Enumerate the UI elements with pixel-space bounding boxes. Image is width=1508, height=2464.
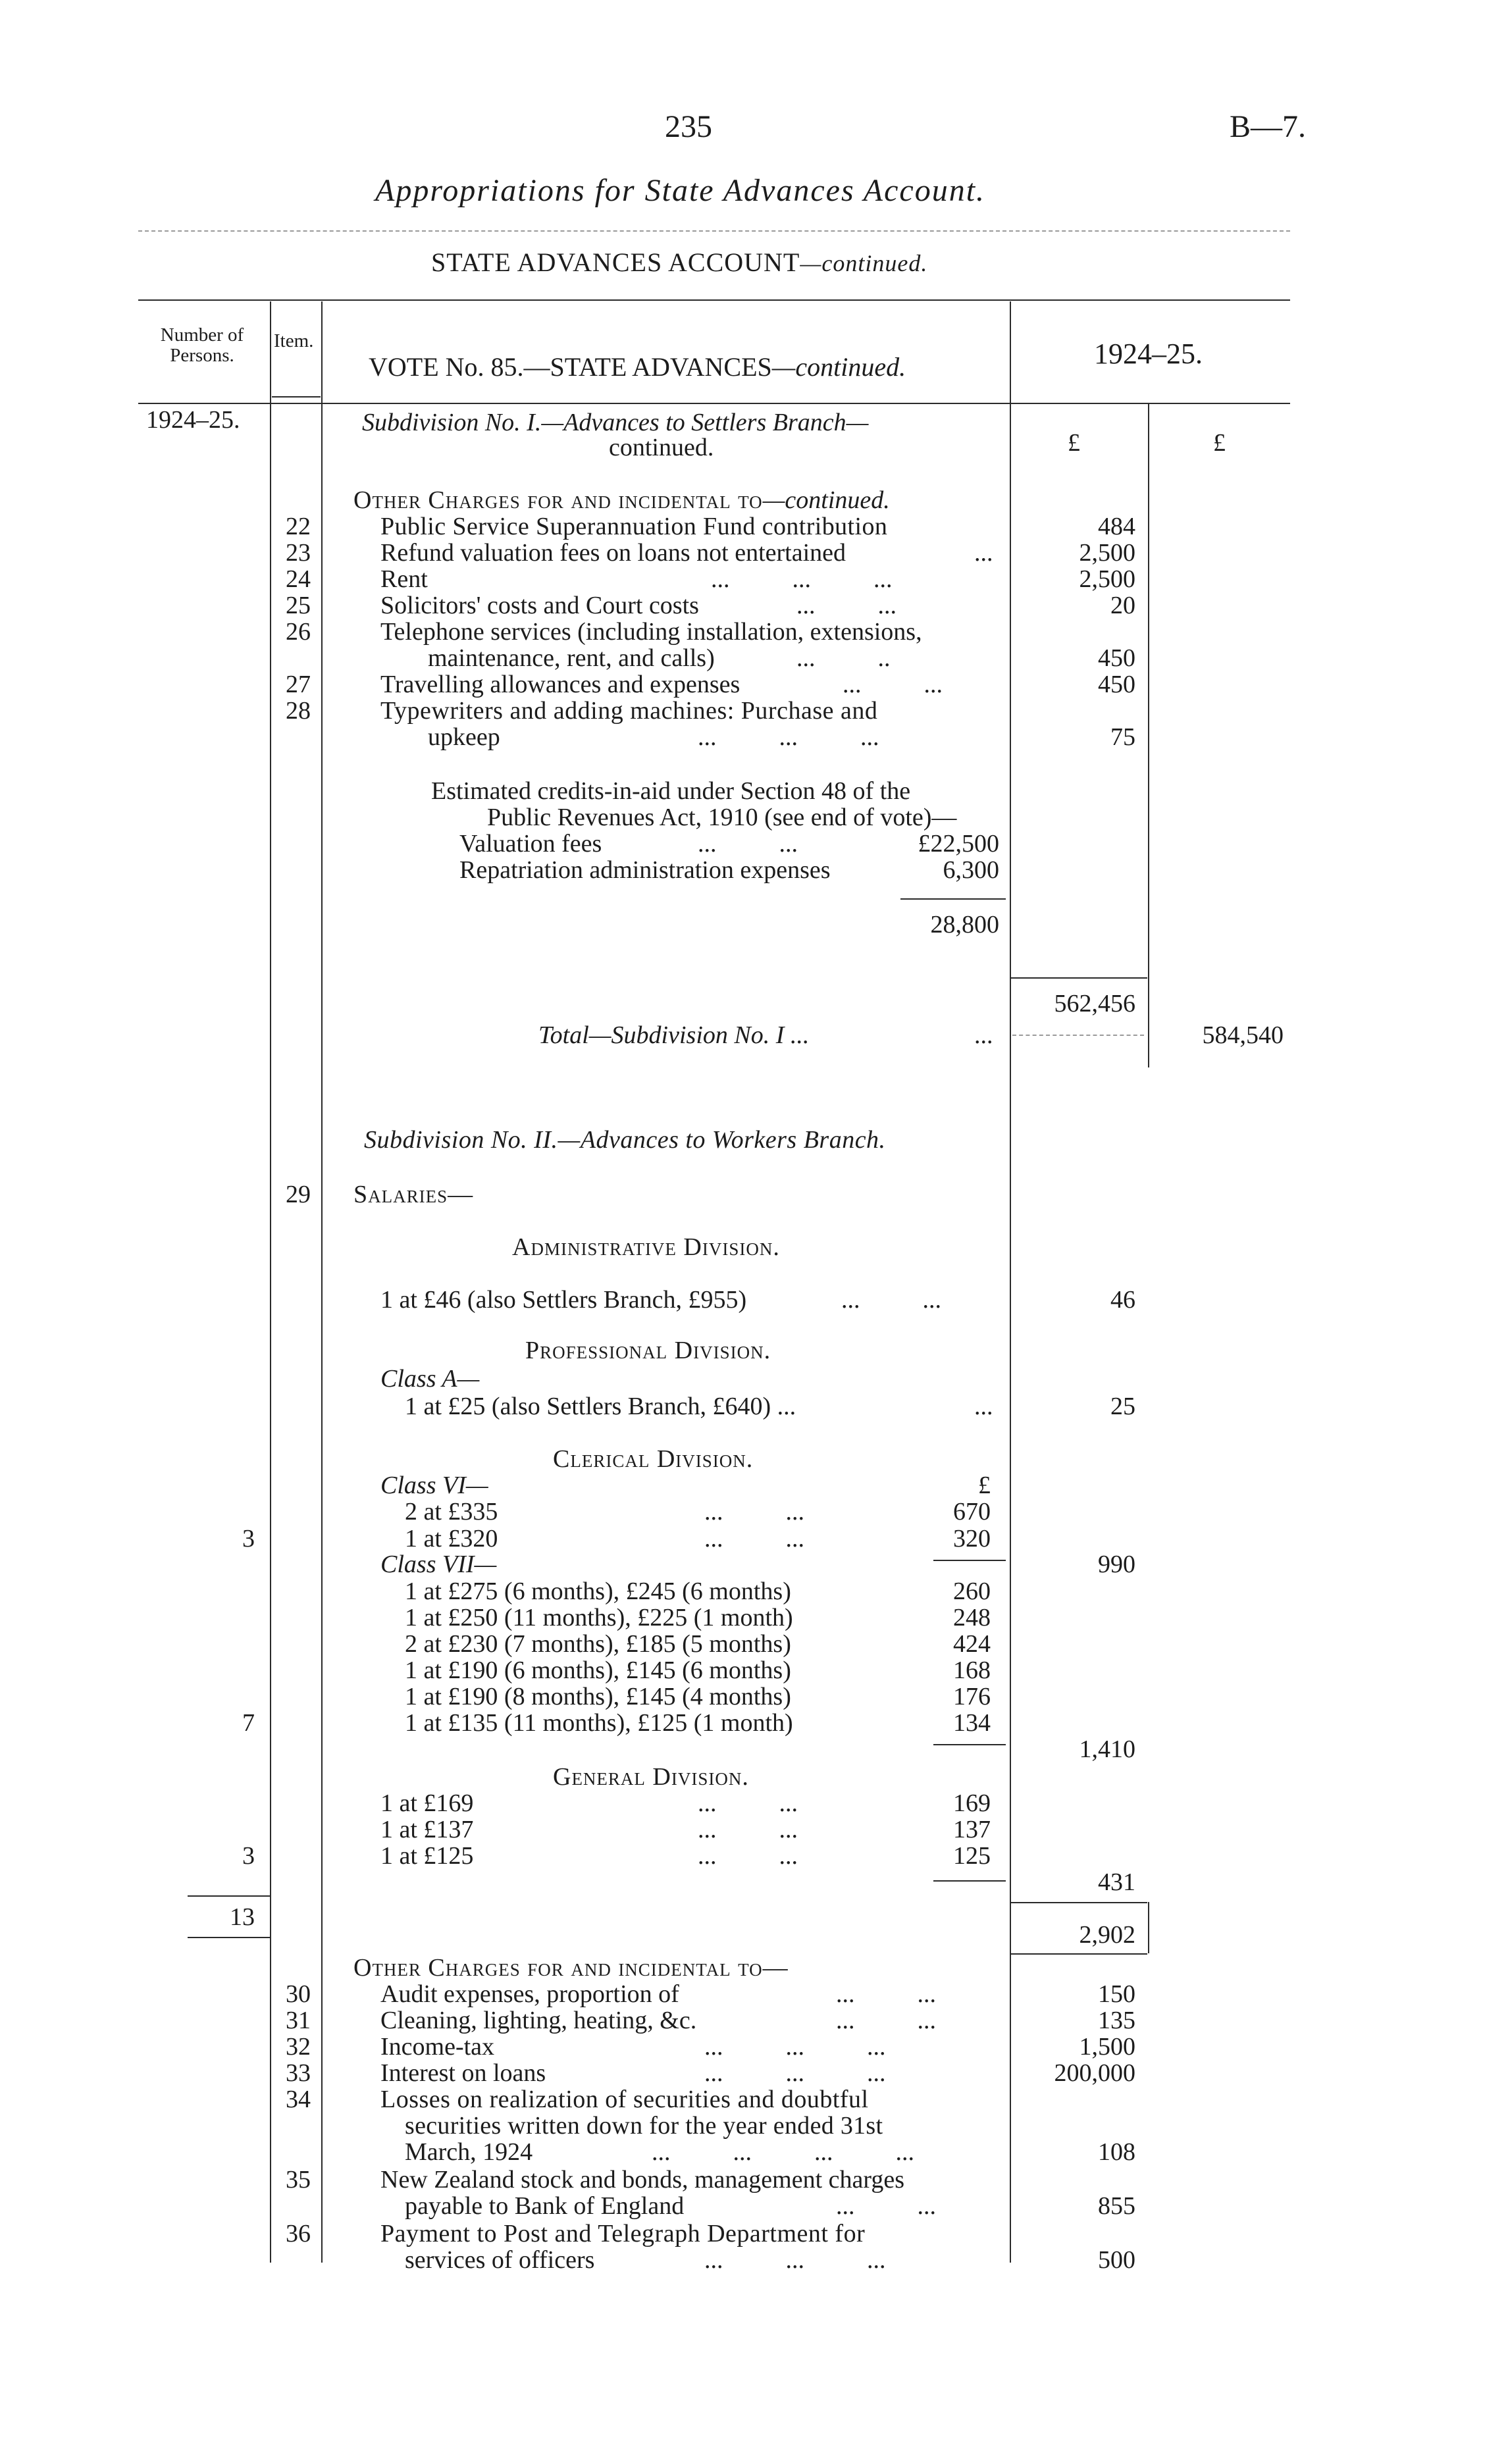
general-dots: ... ... xyxy=(698,1842,798,1870)
item-number: 29 xyxy=(286,1181,311,1208)
item-number: 30 xyxy=(286,1980,311,2008)
class-vii-line: 1 at £135 (11 months), £125 (1 month) xyxy=(405,1709,793,1737)
class-vi-dots: ... ... xyxy=(704,1498,804,1526)
valuation-fees-amount: £22,500 xyxy=(918,830,999,858)
item-dots: ... ... xyxy=(843,671,943,698)
amount-column-rule xyxy=(1010,301,1011,2263)
class-vi-line: 2 at £335 xyxy=(405,1498,498,1526)
sub1-other-charges-heading: Other Charges for and incidental to—continued. xyxy=(353,486,890,514)
item-text: Interest on loans xyxy=(380,2059,546,2087)
item-number: 23 xyxy=(286,539,311,567)
item-text: Losses on realization of securities and doubtful xyxy=(380,2086,869,2113)
class-vi-label: Class VI— xyxy=(380,1472,488,1499)
pound-sign-1: £ xyxy=(1068,429,1080,457)
item-amount: 1,500 xyxy=(1079,2033,1135,2061)
class-vii-amount: 260 xyxy=(953,1578,991,1605)
sub2-heading: Subdivision No. II.—Advances to Workers Branch. xyxy=(364,1126,886,1154)
item-amount: 75 xyxy=(1110,723,1135,751)
item-number: 35 xyxy=(286,2166,311,2194)
item-text: New Zealand stock and bonds, management charges xyxy=(380,2166,904,2194)
item-text-cont: upkeep xyxy=(428,723,500,751)
valuation-fees-label: Valuation fees xyxy=(459,830,602,858)
item-amount: 500 xyxy=(1098,2246,1135,2274)
item-header-rule xyxy=(272,396,321,398)
persons-column-header: Number of Persons. xyxy=(160,324,244,366)
professional-amount: 25 xyxy=(1110,1393,1135,1420)
class-vi-persons: 3 xyxy=(242,1525,255,1553)
general-amount: 125 xyxy=(953,1842,991,1870)
item-amount: 855 xyxy=(1098,2192,1135,2220)
item-amount: 200,000 xyxy=(1054,2059,1135,2087)
salaries-total-rule-top xyxy=(1011,1902,1147,1903)
class-vi-rule xyxy=(933,1560,1006,1561)
item-amount: 2,500 xyxy=(1079,539,1135,567)
item-text: Typewriters and adding machines: Purchase and xyxy=(380,697,878,725)
class-vii-amount: 248 xyxy=(953,1604,991,1631)
general-total: 431 xyxy=(1098,1868,1135,1896)
item-number: 24 xyxy=(286,565,311,593)
sub1-heading: Subdivision No. I.—Advances to Settlers Branch— xyxy=(362,409,869,436)
professional-division-heading: Professional Division. xyxy=(525,1337,771,1364)
item-number: 36 xyxy=(286,2220,311,2247)
item-text: Public Service Superannuation Fund contribution xyxy=(380,513,888,540)
item-amount: 2,500 xyxy=(1079,565,1135,593)
sub1-subtotal: 562,456 xyxy=(1054,990,1135,1017)
sub1-total-rule xyxy=(1011,977,1147,979)
item-column-header: Item. xyxy=(274,330,314,351)
year-column-header: 1924–25. xyxy=(1094,338,1203,370)
salaries-total: 2,902 xyxy=(1079,1921,1135,1949)
class-vii-line: 1 at £190 (6 months), £145 (6 months) xyxy=(405,1656,791,1684)
item-amount: 450 xyxy=(1098,671,1135,698)
class-vii-line: 2 at £230 (7 months), £185 (5 months) xyxy=(405,1630,791,1658)
class-vii-line: 1 at £275 (6 months), £245 (6 months) xyxy=(405,1578,791,1605)
persons-total-rule-bottom xyxy=(188,1937,270,1938)
persons-total-rule-top xyxy=(188,1895,270,1897)
sub1-total-dash xyxy=(1012,1035,1144,1036)
class-vii-amount: 168 xyxy=(953,1656,991,1684)
salaries-heading: Salaries— xyxy=(353,1181,474,1208)
clerical-pound-sign: £ xyxy=(978,1472,991,1499)
general-line: 1 at £137 xyxy=(380,1816,474,1843)
vote-title: VOTE No. 85.—STATE ADVANCES—continued. xyxy=(369,352,906,382)
item-dots: ... ... ... xyxy=(704,2246,886,2274)
credits-line-2: Public Revenues Act, 1910 (see end of vote)— xyxy=(487,804,957,831)
general-persons: 3 xyxy=(242,1842,255,1870)
item-number: 31 xyxy=(286,2007,311,2034)
item-text-cont: securities written down for the year ended 31st xyxy=(405,2112,883,2140)
item-number: 32 xyxy=(286,2033,311,2061)
class-vii-line: 1 at £190 (8 months), £145 (4 months) xyxy=(405,1683,791,1710)
valuation-fees-dots: ... ... xyxy=(698,830,798,858)
credits-line-1: Estimated credits-in-aid under Section 48 of the xyxy=(431,777,911,805)
item-dots: ... ... ... xyxy=(704,2033,886,2061)
sub1-total-dots: ... xyxy=(974,1021,993,1049)
item-text-cont: March, 1924 xyxy=(405,2138,533,2166)
class-vii-total: 1,410 xyxy=(1079,1735,1135,1763)
item-number: 34 xyxy=(286,2086,311,2113)
item-number: 26 xyxy=(286,618,311,646)
item-text: Payment to Post and Telegraph Department for xyxy=(380,2220,866,2247)
item-dots: ... ... xyxy=(836,1980,936,2008)
class-vi-amount: 320 xyxy=(953,1525,991,1553)
item-dots: ... ... ... xyxy=(698,723,879,751)
admin-amount: 46 xyxy=(1110,1286,1135,1314)
general-line: 1 at £169 xyxy=(380,1789,474,1817)
item-dots: ... ... ... ... xyxy=(652,2138,914,2166)
item-number: 25 xyxy=(286,592,311,619)
general-rule xyxy=(933,1880,1006,1882)
class-vii-amount: 176 xyxy=(953,1683,991,1710)
class-vii-amount: 134 xyxy=(953,1709,991,1737)
item-dots: ... ... xyxy=(836,2007,936,2034)
item-text-cont: payable to Bank of England xyxy=(405,2192,685,2220)
page-number: 235 xyxy=(665,109,712,144)
item-text-cont: maintenance, rent, and calls) xyxy=(428,644,715,672)
class-vii-rule xyxy=(933,1744,1006,1745)
general-dots: ... ... xyxy=(698,1789,798,1817)
item-text: Rent xyxy=(380,565,428,593)
credits-total: 28,800 xyxy=(930,911,999,938)
table-top-rule xyxy=(138,299,1290,301)
item-text: Solicitors' costs and Court costs xyxy=(380,592,699,619)
general-dots: ... ... xyxy=(698,1816,798,1843)
item-text: Income-tax xyxy=(380,2033,495,2061)
item-dots: ... ... xyxy=(836,2192,936,2220)
text-column-rule xyxy=(321,301,323,2263)
class-vii-line: 1 at £250 (11 months), £225 (1 month) xyxy=(405,1604,793,1631)
item-dots: ... ... xyxy=(796,592,897,619)
admin-dots: ... ... xyxy=(841,1286,941,1314)
class-vii-persons: 7 xyxy=(242,1709,255,1737)
professional-dots: ... xyxy=(974,1393,993,1420)
salaries-total-side-rule xyxy=(1148,1902,1149,1953)
section-title: STATE ADVANCES ACCOUNT—continued. xyxy=(431,247,928,277)
repatriation-amount: 6,300 xyxy=(943,856,999,884)
admin-line: 1 at £46 (also Settlers Branch, £955) xyxy=(380,1286,747,1314)
clerical-division-heading: Clerical Division. xyxy=(553,1445,754,1473)
class-vii-amount: 424 xyxy=(953,1630,991,1658)
pound-sign-2: £ xyxy=(1213,429,1226,457)
item-dots: ... ... ... xyxy=(711,565,893,593)
item-dots: ... xyxy=(974,539,993,567)
item-amount: 135 xyxy=(1098,2007,1135,2034)
class-vii-label: Class VII— xyxy=(380,1551,497,1578)
repatriation-label: Repatriation administration expenses xyxy=(459,856,831,884)
professional-class: Class A— xyxy=(380,1365,480,1393)
item-text: Cleaning, lighting, heating, &c. xyxy=(380,2007,697,2034)
item-number: 33 xyxy=(286,2059,311,2087)
item-amount: 108 xyxy=(1098,2138,1135,2166)
item-number: 28 xyxy=(286,697,311,725)
header-rule xyxy=(138,230,1290,232)
item-amount: 484 xyxy=(1098,513,1135,540)
general-amount: 137 xyxy=(953,1816,991,1843)
persons-year: 1924–25. xyxy=(146,406,240,434)
item-number: 22 xyxy=(286,513,311,540)
item-amount: 450 xyxy=(1098,644,1135,672)
general-division-heading: General Division. xyxy=(553,1763,749,1791)
item-text: Travelling allowances and expenses xyxy=(380,671,741,698)
class-vi-line: 1 at £320 xyxy=(405,1525,498,1553)
item-number: 27 xyxy=(286,671,311,698)
sub2-other-charges-heading: Other Charges for and incidental to— xyxy=(353,1954,789,1982)
class-vi-amount: 670 xyxy=(953,1498,991,1526)
item-text: Audit expenses, proportion of xyxy=(380,1980,679,2008)
admin-division-heading: Administrative Division. xyxy=(512,1233,780,1261)
sub1-heading-cont: continued. xyxy=(609,434,714,461)
page-title: Appropriations for State Advances Account. xyxy=(375,173,986,208)
general-line: 1 at £125 xyxy=(380,1842,474,1870)
item-dots: ... .. xyxy=(796,644,891,672)
persons-total: 13 xyxy=(230,1903,255,1931)
item-amount: 20 xyxy=(1110,592,1135,619)
sub1-total-label: Total—Subdivision No. I ... xyxy=(538,1021,810,1049)
professional-line: 1 at £25 (also Settlers Branch, £640) ... xyxy=(405,1393,796,1420)
class-vi-total: 990 xyxy=(1098,1551,1135,1578)
item-text: Refund valuation fees on loans not entertained xyxy=(380,539,846,567)
salaries-total-rule-bottom xyxy=(1011,1953,1147,1955)
item-amount: 150 xyxy=(1098,1980,1135,2008)
item-text-cont: services of officers xyxy=(405,2246,595,2274)
general-amount: 169 xyxy=(953,1789,991,1817)
amount-split-rule xyxy=(1148,403,1149,1067)
credits-total-rule xyxy=(900,898,1006,900)
sub1-total: 584,540 xyxy=(1202,1021,1284,1049)
document-ref: B—7. xyxy=(1230,109,1307,144)
item-text: Telephone services (including installation, extensions, xyxy=(380,618,922,646)
class-vi-dots: ... ... xyxy=(704,1525,804,1553)
header-bottom-rule xyxy=(138,403,1290,404)
item-dots: ... ... ... xyxy=(704,2059,886,2087)
